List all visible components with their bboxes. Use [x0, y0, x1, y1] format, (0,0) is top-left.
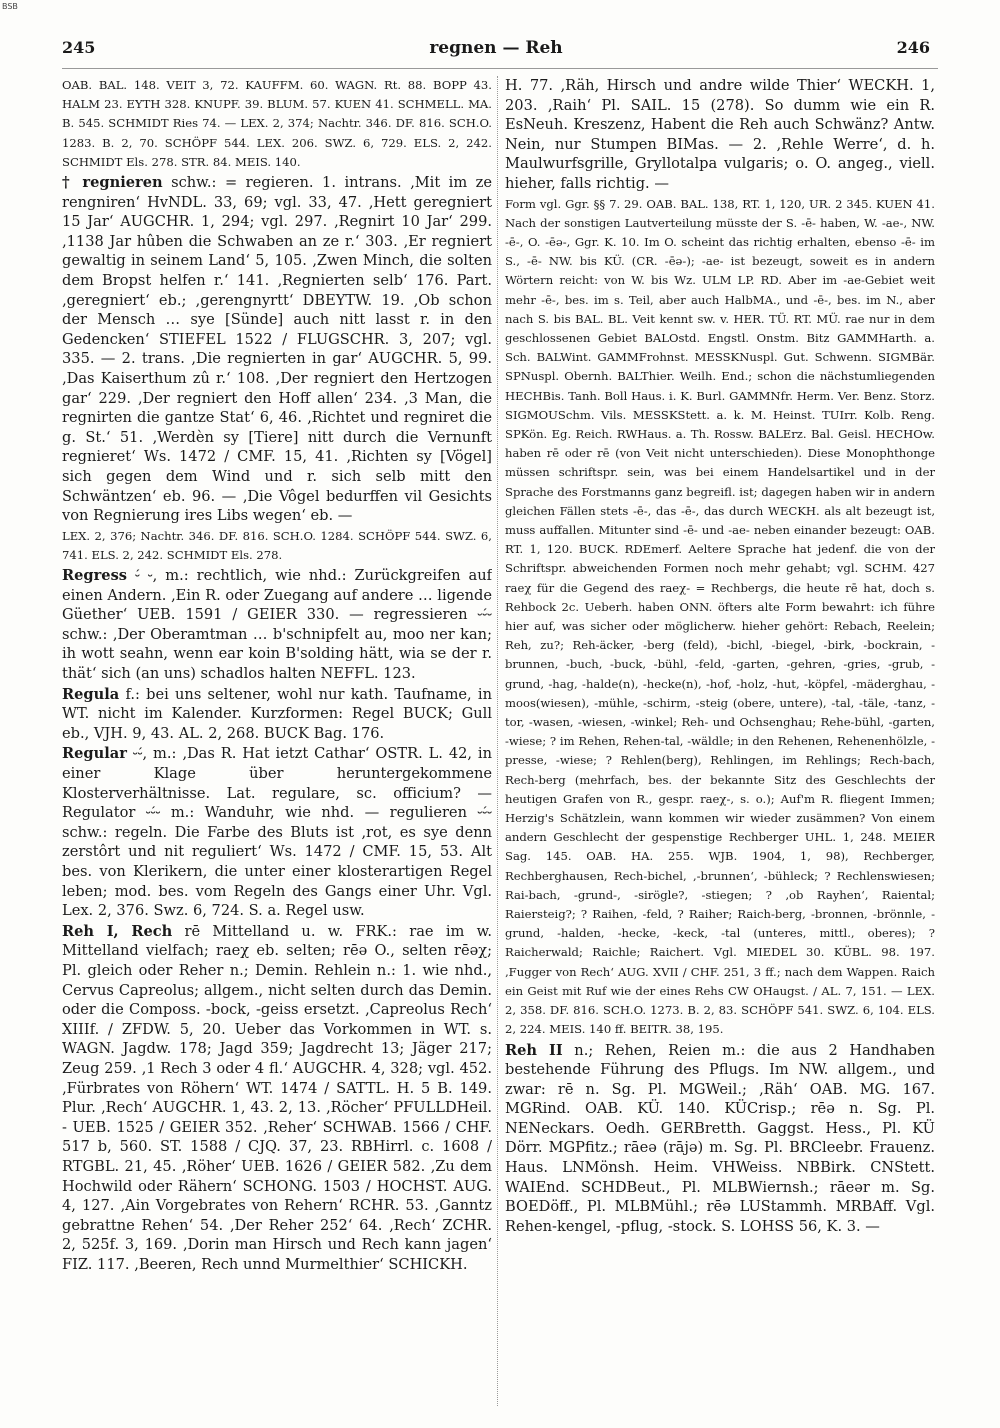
text-block	[505, 76, 935, 194]
header-rule	[62, 68, 938, 69]
dictionary-entry	[62, 744, 492, 920]
entry-text: n.; Rehen, Reien m.: die aus 2 Handhaben bestehende Führung des Pflugs. Im NW. allgem., und zwar: rē n. Sg. Pl. MGWeil.; ‚Räh‘ OAB. MG. 167. MGRind. OAB. KÜ. 140. KÜCrisp.; rēə n. Sg. Pl. NENeckars. Oedh. GERBretth. Gaggst. Hess., Pl. KÜ Dörr. MGPfitz.; rāeə (rājə) m. Sg. Pl. BRCleebr. Frauenz. Haus. LNMönsh. Heim. VHWeiss. NBBirk. CNStett. WAIEnd. SCHDBeut., Pl. MLBWiernsh.; rāeər m. Sg. BOEDöff., Pl. MLBMühl.; rēə LUStammh. MRBAff. Vgl. Rehen-kengel, -pflug, -stock. S. LOHSS 56, K. 3. —	[505, 1041, 935, 1235]
entry-headword: Reh I, Rech	[62, 922, 173, 940]
dictionary-entry	[62, 173, 492, 526]
entry-headword: † regnieren	[62, 174, 163, 192]
dictionary-entry	[505, 1041, 935, 1237]
entry-text: ⏑́ ⏑, m.: rechtlich, wie nhd.: Zurückgreifen auf einen Andern. ‚Ein R. oder Zuegang auf andere … ligende Güether‘ UEB. 1591 / GEIER 330. — regressieren ⏑⏑́⏑ schw.: ‚Der Oberamtman … b'schnipfelt au, moo ner kan; ih wott seahn, wenn ear koin B'solding hätt, wia se der r. thät‘ sich (an uns) schadlos halten NEFFL. 123.	[62, 567, 492, 683]
entry-text: Form vgl. Ggr. §§ 7. 29. OAB. BAL. 138, RT. 1, 120, UR. 2 345. KUEN 41. Nach der sonstigen Lautverteilung müsste der S. -ē- haben, W. -ae-, NW. -ē-, O. -ēə-, Ggr. K. 10. Im O. scheint das richtig erhalten, ebenso -ē- im S., -ē- NW. bis KÜ. (CR. -ēə-); -ae- ist bezeugt, soweit es in andern Wörtern reicht: von W. bis Wz. ULM LP. RD. Aber im -ae-Gebiet weit mehr -ē-, bes. im s. Teil, aber auch HalbMA., und -ē-, bes. im N., aber nach S. bis BAL. BL. Veit kennt sw. v. HER. TÜ. RT. MÜ. rae nur in dem geschlossenen Gebiet BALOstd. Engstl. Onstm. Bitz GAMMHarth. a. Sch. BALWint. GAMMFrohnst. MESSKNuspl. Gut. Schwenn. SIGMBär. SPNuspl. Obernh. BALThier. Weilh. End.; schon die nächstumliegenden HECHBis. Tanh. Boll Haus. i. K. Burl. GAMMNfr. Herm. Ver. Benz. Storz. SIGMOUSchm. Vils. MESSKStett. a. k. M. Heinst. TUIrr. Kolb. Reng. SPKön. Eg. Reich. RWHaus. a. Th. Rossw. BALErz. Bal. Geisl. HECHOw. haben rē oder rē (von Veit nicht unterschieden). Diese Monophthonge müssen schriftspr. sein, was bei einem Handelsartikel und in der Sprache des Forstmanns ganz begreifl. ist; dagegen haben wir in andern gleichen Fällen stets -ē-, das -ē-, das durch WECKH. als alt bezeugt ist, muss auffallen. Mitunter sind -ē- und -ae- neben einander bezeugt: OAB. RT. 1, 120. BUCK. RDEmerf. Aeltere Sprache hat jedenf. die von der Schriftspr. abweichenden Formen noch mehr gehabt; vgl. SCHM. 427 raeχ für die Gegend des raeχ- = Rechbergs, die heute rē hat, doch s. Rehbock 2c. Ueberh. haben ONN. öfters alte Form bewahrt: ich führe hier auf, was sicher oder möglicherw. hieher gehört: Rebach, Reelein; Reh, zu?; Reh-äcker, -berg (feld), -bichl, -biegel, -birk, -bockrain, -brunnen, -buch, -buck, -bühl, -feld, -garten, -gehren, -gries, -grub, -grund, -hag, -halde(n), -hecke(n), -hof, -holz, -hut, -köpfel, -mäderghau, -moos(wiesen), -mühle, -schirm, -steig (obere, untere), -tal, -täle, -tanz, -tor, -wasen, -wiesen, -winkel; Reh- und Ochsenghau; Rehe-bühl, -garten, -wiese; ? im Rehen, Rehen-tal, -wäldle; in den Rehenen, Rehenenhölzle, -presse, -wiese; ? Rehlen(berg), Rehlingen, im Rehlings; Rech-bach, Rech-berg (mehrfach, bes. der bekannte Sitz des Geschlechts der heutigen Grafen von R., gespr. raeχ-, s. o.); Auf'm R. fliegent Immen; Herzig's Schätzlein, wann kommen wir wieder zusämmen? Von einem andern Geschlecht der gespenstige Rechberger UHL. 1, 248. MEIER Sag. 145. OAB. HA. 255. WJB. 1904, 1, 98), Rechberger, Rechberghausen, Rech-bichel, ‚-brunnen‘, -bühleck; ? Rechlenswiesen; Rai-bach, -grund-, -sirögle?, -stiegen; ? ‚ob Rayhen‘, Raiental; Raiersteig?; ? Raihen, -feld, ? Raiher; Raich-berg, -bronnen, -brönnle, -grund, -halden, -hecke, -keck, -tal (unteres, mittl., oberes); ? Raicherwald; Raichle; Raichert. Vgl. MIEDEL 30. KÜBL. 98. 197. ‚Fugger von Rech‘ AUG. XVII / CHF. 251, 3 ff.; nach dem Wappen. Raich ein Geist mit Ruf wie der eines Rehs CW OHaugst. / AL. 7, 151. — LEX. 2, 358. DF. 816. SCH.O. 1273. B. 2, 83. SCHÖPF 541. SWZ. 6, 104. ELS. 2, 224. MEIS. 140 ff. BEITR. 38, 195.	[505, 196, 935, 1037]
running-title: regnen — Reh	[429, 38, 563, 58]
entry-text: LEX. 2, 376; Nachtr. 346. DF. 816. SCH.O. 1284. SCHÖPF 544. SWZ. 6, 741. ELS. 2, 242. SCHMIDT Els. 278.	[62, 528, 492, 562]
entry-text: H. 77. ‚Räh, Hirsch und andre wilde Thier‘ WECKH. 1, 203. ‚Raih‘ Pl. SAIL. 15 (278). So dumm wie ein R. EsNeuh. Kreszenz, Habent die Reh auch Schwänz? Antw. Nein, nur Stumpen BIMas. — 2. ‚Rehle Werre‘, d. h. Maulwurfsgrille, Gryllotalpa vulgaris; o. O. angeg., viell. hieher, falls richtig. —	[505, 77, 935, 192]
dictionary-entry	[62, 922, 492, 1275]
page-number-left: 245	[62, 38, 96, 57]
dictionary-entry	[62, 566, 492, 684]
text-block	[505, 195, 935, 1040]
left-column	[62, 76, 492, 1406]
entry-headword: Regula	[62, 685, 120, 703]
dictionary-entry	[62, 685, 492, 744]
entry-text: OAB. BAL. 148. VEIT 3, 72. KAUFFM. 60. WAGN. Rt. 88. BOPP 43. HALM 23. EYTH 328. KNUPF. 39. BLUM. 57. KUEN 41. SCHMELL. MA. B. 545. SCHMIDT Ries 74. — LEX. 2, 374; Nachtr. 346. DF. 816. SCH.O. 1283. B. 2, 70. SCHÖPF 544. LEX. 206. SWZ. 6, 729. ELS. 2, 242. SCHMIDT Els. 278. STR. 84. MEIS. 140.	[62, 78, 492, 169]
entry-text: schw.: = regieren. 1. intrans. ‚Mit im ze rengniren‘ HvNDL. 33, 69; vgl. 33, 47. ‚Hett geregniert 15 Jar‘ AUGCHR. 1, 294; vgl. 297. ‚Regnirt 10 Jar‘ 299. ‚1138 Jar hûben die Schwaben an ze r.‘ 303. ‚Er regniert gewaltig in seinem Land‘ 5, 105. ‚Zwen Minch, die solten dem Bropst helfen r.‘ 141. ‚Regnierten selb‘ 176. Part. ‚geregniert‘ eb.; ‚gerengnyrtt‘ DBEYTW. 19. ‚Ob schon der Mensch … sye [Sünde] auch nitt lasst r. in den Gedencken‘ STIEFEL 1522 / FLUGSCHR. 3, 207; vgl. 335. — 2. trans. ‚Die regnierten in gar‘ AUGCHR. 5, 99. ‚Das Kaiserthum zû r.‘ 108. ‚Der regniert den Hertzogen gar‘ 229. ‚Der regniert den Hoff allen‘ 234. ‚3 Man, die regnirten die gantze Stat‘ 6, 46. ‚Richtet und regniret die g. St.‘ 51. ‚Werdèn sy [Tiere] nitt durch die Vernunft regnieret‘ Ws. 1472 / CMF. 15, 41. ‚Richten sy [Vögel] sich gegen dem Wind und r. sich selb mitt den Schwäntzen‘ eb. 96. — ‚Die Vôgel bedurffen vil Gesichts von Regnierung ires Libs wegen‘ eb. —	[62, 174, 492, 525]
right-column	[505, 76, 935, 1406]
library-stamp: BSB	[2, 2, 18, 11]
text-block	[62, 527, 492, 565]
entry-headword: Reh II	[505, 1041, 563, 1059]
entry-headword: Regress	[62, 567, 128, 585]
text-block	[62, 76, 492, 172]
column-divider	[497, 76, 498, 1406]
entry-text: rē Mittelland u. w. FRK.: rae im w. Mittelland vielfach; raeχ eb. selten; rēə O., selten rēəχ; Pl. gleich oder Reher n.; Demin. Rehlein n.: 1. wie nhd., Cervus Capreolus; allgem., nicht selten durch das Demin. oder die Composs. -bock, -geiss ersetzt. ‚Capreolus Rech‘ XIIIf. / ZFDW. 5, 20. Ueber das Vorkommen in WT. s. WAGN. Jagdw. 178; Jagd 359; Jagdrecht 13; Jäger 217; Zeug 259. ‚1 Rech 3 oder 4 fl.‘ AUGCHR. 4, 328; vgl. 452. ‚Fürbrates von Röhern‘ WT. 1474 / SATTL. H. 5 B. 149. Plur. ‚Rech‘ AUGCHR. 1, 43. 2, 13. ‚Röcher‘ PFULLDHeil. - UEB. 1525 / GEIER 352. ‚Reher‘ SCHWAB. 1566 / CHF. 517 b, 560. ST. 1588 / CJQ. 37, 23. RBHirrl. c. 1608 / RTGBL. 21, 45. ‚Röher‘ UEB. 1626 / GEIER 582. ‚Zu dem Hochwild oder Rähern‘ SCHONG. 1503 / HOCHST. AUG. 4, 127. ‚Ain Vorgebrates von Rehern‘ RCHR. 53. ‚Ganntz gebrattne Rehen‘ 54. ‚Der Reher 252‘ 64. ‚Rech‘ ZCHR. 2, 525f. 3, 169. ‚Dorin man Hirsch und Rech kann jagen‘ FIZ. 117. ‚Beeren, Rech unnd Murmelthier‘ SCHICKH.	[62, 922, 492, 1273]
entry-headword: Regular	[62, 745, 127, 763]
page-number-right: 246	[896, 38, 930, 57]
entry-text: ⏑⏑́, m.: ‚Das R. Hat ietzt Cathar‘ OSTR. L. 42, in einer Klage über heruntergekommene Klosterverhältnisse. Lat. regulare, sc. officium? — Regulator ⏑⏑́⏑ m.: Wanduhr, wie nhd. — regulieren ⏑⏑́⏑ schw.: regeln. Die Farbe des Bluts ist ‚rot, es sye denn zerstôrt und nit reguliert‘ Ws. 1472 / CMF. 15, 53. Alt bes. von Klerikern, die unter einer klosterartigen Regel leben; mod. bes. vom Regeln des Gangs einer Uhr. Vgl. Lex. 2, 376. Swz. 6, 724. S. a. Regel usw.	[62, 745, 492, 920]
entry-text: f.: bei uns seltener, wohl nur kath. Taufname, in WT. nicht im Kalender. Kurzformen: Regel BUCK; Gull eb., VJH. 9, 43. AL. 2, 268. BUCK Bag. 176.	[62, 685, 492, 742]
page-header	[62, 38, 930, 66]
